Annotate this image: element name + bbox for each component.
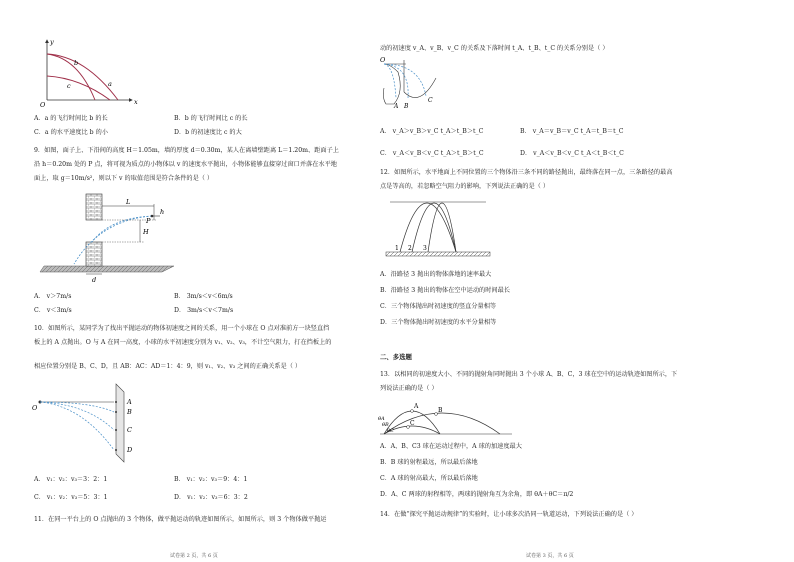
page-footer-right: 试卷第 3 页，共 6 页 [526,553,574,559]
q13-stem-line-2: 列说法正确的是（ ） [380,385,438,392]
q12-option-c: C．三个物体抛出时初速度的竖直分量相等 [380,303,497,310]
q12-stem-line-1: 12．如图所示，水平地面上不同位置的三个物体沿三条不同的路径抛出，最终落在同一点，三条路径的最高 [380,169,673,176]
q9-stem-line-3: 面上，取 g＝10m/s²，则以下 v 的取值范围是符合条件的是（ ） [34,175,214,182]
q11-option-c: C． v_A＜v_B＜v_C t_A＞t_B＞t_C [380,150,484,157]
q8-trajectory-figure [40,38,140,108]
q13-label-B: B [438,407,443,414]
q12-option-d: D．三个物体抛出时初速度的水平分量相等 [380,319,497,326]
q9-label-P: P [146,217,151,225]
q10-barrier-figure [32,380,162,466]
q8-label-x: x [134,98,138,106]
q9-label-H: H [143,228,149,236]
q11-label-A: A [394,103,399,110]
q11-option-b: B． v_A＝v_B＝v_C t_A＝t_B＝t_C [520,128,624,135]
q8-option-c: C．a 的水平速度比 b 的小 [34,129,108,136]
q8-option-b: B．b 的飞行时间比 c 的长 [174,115,248,122]
q12-option-b: B．沿路径 3 抛出的物体在空中运动的时间最长 [380,287,510,294]
q10-label-A: A [127,398,132,406]
q13-label-C: C [410,420,415,427]
q8-label-y: y [50,38,54,46]
q13-option-d: D．A、C 两球的射程相等，两球的抛射角互为余角，即 θA＋θC＝π/2 [380,491,574,498]
section-multi-choice-title: 二、多选题 [380,353,412,361]
q9-stem-line-1: 9．如图，面子上、下沿间的高度 H＝1.05m，墙的厚度 d＝0.30m，某人在离墙壁距离 L＝1.20m、距面子上 [34,147,339,154]
q12-label-1: 1 [395,245,399,252]
q9-wall-window-figure [40,190,190,286]
q10-option-d: D． v₁：v₂：v₃＝6：3：2 [174,494,248,501]
q10-label-O: O [32,404,38,412]
q9-label-d: d [92,276,97,284]
q9-option-c: C． v＜3m/s [34,307,72,314]
q12-option-a: A．沿路径 3 抛出的物体落地的速率最大 [380,271,492,278]
q13-label-A: A [414,403,419,410]
q10-option-c: C． v₁：v₂：v₃＝5：3：1 [34,494,108,501]
q9-stem-line-2: 沿 h＝0.20m 处的 P 点，将可视为质点的小物体以 v 的速度水平抛出，小物体能够直接穿过窗口并落在水平地 [34,161,337,168]
q11-stem-line-2: 动的初速度 v_A、v_B、v_C 的关系及下落时间 t_A、t_B、t_C 的关系分别是（ ） [380,45,609,52]
q11-option-d: D． v_A＜v_B＜v_C t_A＜t_B＜t_C [520,150,624,157]
q9-label-h: h [160,208,165,216]
q11-option-a: A． v_A＞v_B＞v_C t_A＞t_B＞t_C [380,128,484,135]
q8-label-c: c [67,82,71,90]
q11-label-C: C [428,97,433,104]
q13-label-theta-b: θB [382,422,389,428]
q12-label-2: 2 [408,245,412,252]
q13-option-b: B．B 球的射程最远，所以最后落地 [380,459,478,466]
q13-label-theta-c: θC [387,428,394,434]
q9-option-b: B． 3m/s＜v＜6m/s [174,293,233,300]
q12-stem-line-2: 点是等高的，若忽略空气阻力的影响，下列说法正确的是（ ） [380,183,550,190]
q12-paths-figure [386,196,496,260]
q8-option-d: D．b 的初速度比 c 的大 [174,129,242,136]
q10-label-B: B [127,408,132,416]
q9-label-L: L [126,198,131,206]
q10-label-D: D [127,446,133,454]
q11-label-O: O [380,56,386,64]
q9-option-a: A． v＞7m/s [34,293,72,300]
q10-stem-line-1: 10．如图所示，某同学为了找出平抛运动的物体初速度之间的关系，用一个小球在 O 点对准前方一块竖直挡 [34,325,330,332]
q13-option-c: C．A 球的射高最大，所以最后落地 [380,475,478,482]
q9-option-d: D． 3m/s＜v＜7m/s [174,307,234,314]
q10-option-b: B． v₁：v₂：v₃＝9：4：1 [174,476,248,483]
q14-stem-line-1: 14．在做“探究平抛运动规律”的实验时，让小球多次沿同一轨道运动，下列说法正确的是（ ） [380,511,638,518]
q10-stem-line-3: 相应位置分别是 B、C、D，且 AB：AC：AD＝1：4：9，则 v₁、v₂、v₃ 之间的正确关系是（ ） [34,363,302,370]
q13-option-a: A．A、B、C3 球在运动过程中，A 球的加速度最大 [380,443,522,450]
q12-label-3: 3 [423,245,427,252]
q11-trajectory-figure [380,58,450,118]
q13-stem-line-1: 13．以相同的初速度大小、不同的抛射角同时抛出 3 个小球 A、B、C，3 球在空中的运动轨迹如图所示，下 [380,371,678,378]
q10-stem-line-2: 板上的 A 点抛出。O 与 A 在同一高度，小球的水平初速度分别为 v₁、v₂、v₃，不计空气阻力，打在挡板上的 [34,339,332,346]
q8-label-b: b [74,59,79,67]
q13-label-theta-a: θA [378,416,385,422]
q8-label-a: a [108,80,112,88]
q10-option-a: A． v₁：v₂：v₃＝3：2：1 [34,476,108,483]
q11-stem-line-1: 11．在同一平台上的 O 点抛出的 3 个物体，做平抛运动的轨迹如图所示，如图所示，则 3 个物体做平抛运 [34,516,327,523]
q11-label-B: B [404,103,409,110]
q8-option-a: A．a 的飞行时间比 b 的长 [34,115,108,122]
q13-trajectory-figure [378,394,518,440]
q10-label-C: C [127,426,132,434]
page-footer-left: 试卷第 2 页，共 6 页 [170,553,218,559]
q8-label-o: O [40,101,46,109]
